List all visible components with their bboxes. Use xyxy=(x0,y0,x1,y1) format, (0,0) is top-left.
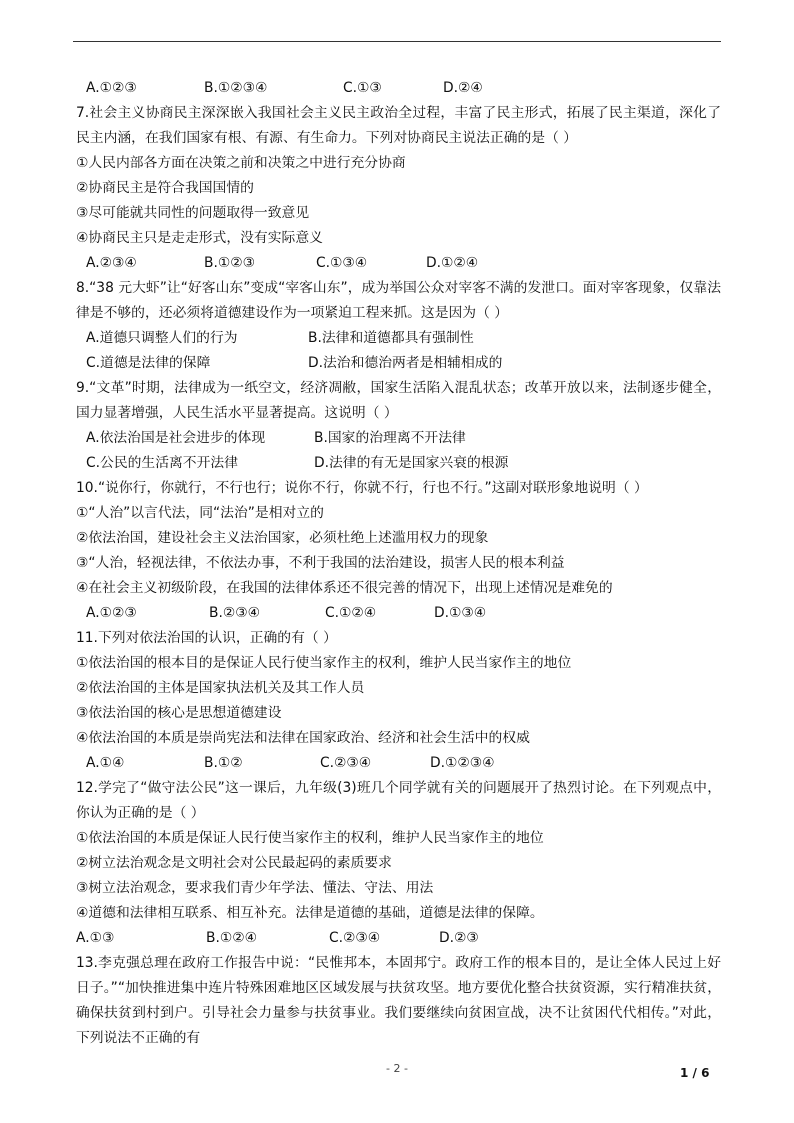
q6-option-a: A.①②③ xyxy=(86,80,137,96)
q7-option-b: B.①②③ xyxy=(204,255,255,271)
q10-item-4: ④在社会主义初级阶段，在我国的法律体系还不很完善的情况下，出现上述情况是难免的 xyxy=(76,580,613,596)
q12-option-b: B.①②④ xyxy=(206,930,257,946)
page-count: 1 / 6 xyxy=(680,1066,710,1080)
q12-stem: 12.学完了“做守法公民”这一课后，九年级(3)班几个同学就有关的问题展开了热烈讨论。在下列观点中，你认为正确的是（ ） xyxy=(76,780,721,821)
q9-option-a: A.依法治国是社会进步的体现 xyxy=(86,430,266,446)
q6-options xyxy=(76,76,721,101)
q11-stem: 11.下列对依法治国的认识，正确的有（ ） xyxy=(76,630,337,646)
q6-option-c: C.①③ xyxy=(343,80,382,96)
q11-item-3: ③依法治国的核心是思想道德建设 xyxy=(76,705,282,721)
q8-option-a: A.道德只调整人们的行为 xyxy=(86,330,238,346)
q7-item-1: ①人民内部各方面在决策之前和决策之中进行充分协商 xyxy=(76,155,406,171)
q10-item-1: ①“人治”以言代法，同“法治”是相对立的 xyxy=(76,505,324,521)
q11-item-2: ②依法治国的主体是国家执法机关及其工作人员 xyxy=(76,680,365,696)
q10-option-d: D.①③④ xyxy=(434,605,487,621)
q9-options-row1 xyxy=(76,426,721,451)
q11-option-b: B.①② xyxy=(204,755,243,771)
q13-stem: 13.李克强总理在政府工作报告中说：“民惟邦本，本固邦宁。政府工作的根本目的，是让全体人民过上好日子。”“加快推进集中连片特殊困难地区区域发展与扶贫攻坚。地方要优化整合扶贫资源，实行精准扶贫，确保扶贫到村到户。引导社会力量参与扶贫事业。我们要继续向贫困宣战，决不让贫困代代相传。”对此，下列说法不正确的有 xyxy=(76,955,721,1046)
page-number: - 2 - xyxy=(386,1062,408,1075)
q9-option-b: B.国家的治理离不开法律 xyxy=(314,430,466,446)
q11-item-1: ①依法治国的根本目的是保证人民行使当家作主的权利，维护人民当家作主的地位 xyxy=(76,655,572,671)
q8-options-row2 xyxy=(76,351,721,376)
q11-item-4: ④依法治国的本质是崇尚宪法和法律在国家政治、经济和社会生活中的权威 xyxy=(76,730,530,746)
q10-option-c: C.①②④ xyxy=(325,605,377,621)
q10-option-b: B.②③④ xyxy=(209,605,260,621)
q11-option-a: A.①④ xyxy=(86,755,125,771)
q7-option-d: D.①②④ xyxy=(426,255,479,271)
q7-item-3: ③尽可能就共同性的问题取得一致意见 xyxy=(76,205,310,221)
q12-options xyxy=(76,926,721,951)
q12-option-d: D.②③ xyxy=(439,930,479,946)
q7-option-c: C.①③④ xyxy=(316,255,368,271)
q8-stem: 8.“38 元大虾”让“好客山东”变成“宰客山东”，成为举国公众对宰客不满的发泄口。面对宰客现象，仅靠法律是不够的，还必须将道德建设作为一项紧迫工程来抓。这是因为（ ） xyxy=(76,280,721,321)
q6-option-b: B.①②③④ xyxy=(204,80,268,96)
q11-option-d: D.①②③④ xyxy=(430,755,495,771)
q8-options-row1 xyxy=(76,326,721,351)
q7-item-2: ②协商民主是符合我国国情的 xyxy=(76,180,254,196)
q9-stem: 9.“文革”时期，法律成为一纸空文，经济凋敝，国家生活陷入混乱状态；改革开放以来，法制逐步健全，国力显著增强，人民生活水平显著提高。这说明（ ） xyxy=(76,380,721,421)
q11-option-c: C.②③④ xyxy=(320,755,372,771)
q7-item-4: ④协商民主只是走走形式，没有实际意义 xyxy=(76,230,323,246)
q9-option-d: D.法律的有无是国家兴衰的根源 xyxy=(314,455,509,471)
q10-option-a: A.①②③ xyxy=(86,605,137,621)
q12-item-3: ③树立法治观念，要求我们青少年学法、懂法、守法、用法 xyxy=(76,880,434,896)
q12-option-c: C.②③④ xyxy=(329,930,381,946)
q10-stem: 10.“说你行，你就行，不行也行；说你不行，你就不行，行也不行。”这副对联形象地说明（ ） xyxy=(76,480,648,496)
q6-option-d: D.②④ xyxy=(443,80,483,96)
q7-stem: 7.社会主义协商民主深深嵌入我国社会主义民主政治全过程，丰富了民主形式，拓展了民主渠道，深化了民主内涵，在我们国家有根、有源、有生命力。下列对协商民主说法正确的是（ ） xyxy=(76,105,721,146)
header-rule xyxy=(73,41,721,42)
page-content xyxy=(76,76,721,1051)
q7-option-a: A.②③④ xyxy=(86,255,137,271)
q7-options xyxy=(76,251,721,276)
q10-options xyxy=(76,601,721,626)
q9-options-row2 xyxy=(76,451,721,476)
q8-option-c: C.道德是法律的保障 xyxy=(86,355,211,371)
q10-item-3: ③“人治，轻视法律，不依法办事，不利于我国的法治建设，损害人民的根本利益 xyxy=(76,555,565,571)
q8-option-b: B.法律和道德都具有强制性 xyxy=(308,330,474,346)
q10-item-2: ②依法治国，建设社会主义法治国家，必须杜绝上述滥用权力的现象 xyxy=(76,530,489,546)
q9-option-c: C.公民的生活离不开法律 xyxy=(86,455,238,471)
q12-item-4: ④道德和法律相互联系、相互补充。法律是道德的基础，道德是法律的保障。 xyxy=(76,905,544,921)
q8-option-d: D.法治和德治两者是相辅相成的 xyxy=(308,355,503,371)
q12-item-2: ②树立法治观念是文明社会对公民最起码的素质要求 xyxy=(76,855,392,871)
q12-item-1: ①依法治国的本质是保证人民行使当家作主的权利，维护人民当家作主的地位 xyxy=(76,830,544,846)
q12-option-a: A.①③ xyxy=(76,930,115,946)
q11-options xyxy=(76,751,721,776)
